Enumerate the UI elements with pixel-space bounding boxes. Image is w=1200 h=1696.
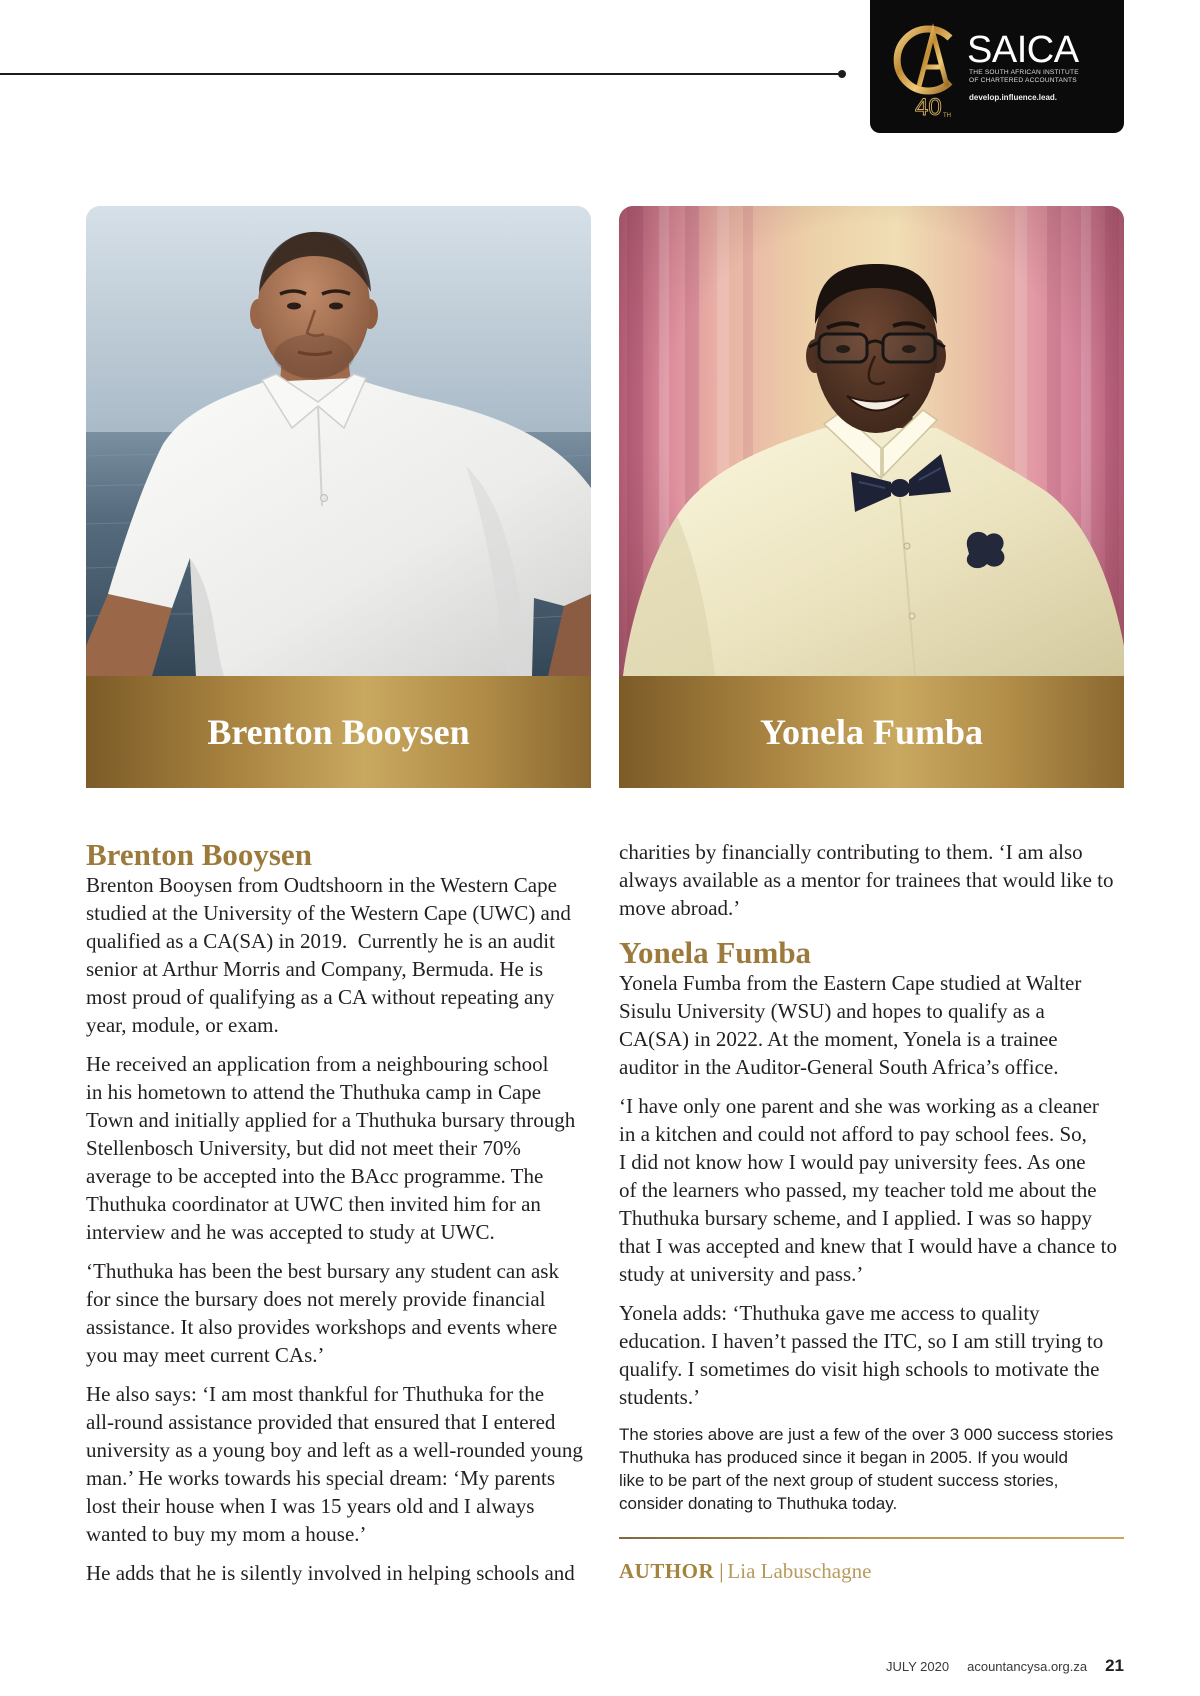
monogram-a: [919, 33, 947, 86]
website: acountancysa.org.za: [967, 1659, 1088, 1674]
logo-full-name-line: OF CHARTERED ACCOUNTANTS: [969, 77, 1077, 84]
body-paragraph: He received an application from a neighbouring school in his hometown to attend the Thuthuka camp in Cape Town and initially applied for a Thuthuka bursary through Stellenbosch University, but did not meet their 70% average to be accepted into the BAcc programme. The Thuthuka coordinator at UWC then invited him for an interview and he was accepted to study at UWC.: [86, 1052, 576, 1244]
right-eye: [329, 303, 343, 310]
profile-card-brenton-booysen: [86, 206, 591, 788]
header-rule: [0, 73, 842, 75]
author-label: AUTHOR: [619, 1559, 715, 1583]
profile-card-yonela-fumba: [619, 206, 1124, 788]
section-heading: Brenton Booysen: [86, 837, 312, 872]
article-column-left: [86, 839, 591, 1598]
body-paragraph: ‘Thuthuka has been the best bursary any student can ask for since the bursary does not merely provide financial assistance. It also provides workshops and events where you may meet current CAs.’: [86, 1259, 559, 1367]
body-paragraph: Yonela adds: ‘Thuthuka gave me access to quality education. I haven’t passed the ITC, so I am still trying to qualify. I sometimes do visit high schools to motivate the students.’: [619, 1301, 1104, 1409]
body-paragraph: He adds that he is silently involved in helping schools and: [86, 1561, 575, 1585]
author-separator: |: [719, 1559, 724, 1583]
profile-caption: Yonela Fumba: [759, 712, 984, 752]
header-rule-dot: [838, 70, 846, 78]
name-band: [86, 676, 591, 788]
saica-logo: [870, 0, 1124, 133]
logo-motto: develop.influence.lead.: [969, 93, 1058, 102]
anniversary-suffix: TH: [943, 113, 951, 119]
logo-wordmark: SAICA: [967, 29, 1079, 71]
body-paragraph: He also says: ‘I am most thankful for Thuthuka for the all-round assistance provided that ensured that I entered university as a young boy and left as a well-rounded young man.’ He works towards his special dream: ‘My parents lost their house when I was 15 years old and I always wanted to buy my mom a house.’: [86, 1382, 583, 1546]
shirt-button: [904, 543, 910, 549]
body-paragraph: ‘I have only one parent and she was working as a cleaner in a kitchen and could not afford to pay school fees. So, I did not know how I would pay university fees. As one of the learners who passed, my teacher told me about the Thuthuka bursary scheme, and I applied. I was so happy that I was accepted and knew that I would have a chance to study at university and pass.’: [619, 1094, 1117, 1286]
issue-date: JULY 2020: [885, 1659, 950, 1674]
portrait-photo: [619, 206, 1124, 676]
closing-note: The stories above are just a few of the over 3 000 success stories Thuthuka has produced since it began in 2005. If you would like to be part of the next group of student success stories, consider donating to Thuthuka today.: [619, 1425, 1114, 1513]
anniversary-number: 40: [915, 94, 942, 121]
shirt-button: [909, 613, 915, 619]
page-footer: [886, 1656, 1124, 1676]
author-credit: [619, 1557, 871, 1585]
section-heading: Yonela Fumba: [619, 935, 812, 970]
body-paragraph: Yonela Fumba from the Eastern Cape studied at Walter Sisulu University (WSU) and hopes to qualify as a CA(SA) in 2022. At the moment, Yonela is a trainee auditor in the Auditor-General South Africa’s office.: [619, 971, 1082, 1079]
name-band: [619, 676, 1124, 788]
shirt-button: [321, 495, 328, 502]
page-number: 21: [1105, 1656, 1124, 1675]
pocket-square: [967, 532, 1005, 568]
left-eye: [287, 303, 301, 310]
body-paragraph: Brenton Booysen from Oudtshoorn in the Western Cape studied at the University of the Western Cape (UWC) and qualified as a CA(SA) in 2019. Currently he is an audit senior at Arthur Morris and Company, Bermuda. He is most proud of qualifying as a CA without repeating any year, module, or exam.: [86, 873, 571, 1037]
ca-monogram-icon: [888, 20, 966, 124]
portrait-photo: [86, 206, 591, 676]
author-name: Lia Labuschagne: [727, 1559, 872, 1583]
jaw-stubble: [274, 334, 354, 378]
profile-caption: Brenton Booysen: [207, 712, 470, 752]
body-paragraph-continued: charities by financially contributing to them. ‘I am also always available as a mentor for trainees that would like to move abroad.’: [619, 840, 1114, 920]
author-divider: [619, 1537, 1124, 1539]
article-column-right: [619, 838, 1124, 1515]
logo-full-name-line: THE SOUTH AFRICAN INSTITUTE: [969, 69, 1079, 76]
logo-full-name: [969, 69, 1079, 85]
